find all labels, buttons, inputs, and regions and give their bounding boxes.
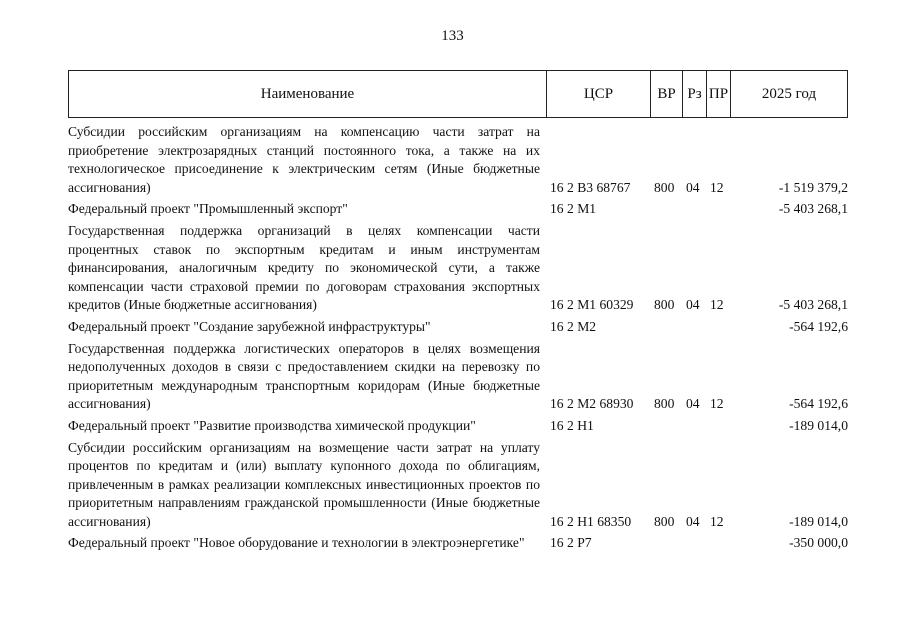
row-name: Федеральный проект "Создание зарубежной инфраструктуры" [68, 318, 431, 334]
row-rz: 04 [686, 297, 700, 313]
row-csr: 16 2 М2 68930 [550, 396, 634, 412]
table-row [68, 222, 848, 315]
table-row [68, 534, 848, 553]
row-amount: -350 000,0 [789, 535, 848, 551]
row-vr: 800 [654, 297, 675, 313]
row-name: Государственная поддержка логистических операторов в целях возмещения недополученных доходов в связи с предоставлением скидки на перевозку по приоритетным международным транспортным коридорам (Иные бюджетные ассигнования) [68, 340, 540, 412]
page-number: 133 [441, 28, 464, 44]
table-row [68, 417, 848, 436]
row-pr: 12 [710, 396, 724, 412]
row-pr: 12 [710, 179, 724, 195]
header-rz: Рз [683, 71, 707, 117]
row-amount: -1 519 379,2 [778, 179, 848, 195]
row-csr: 16 2 М1 60329 [550, 297, 634, 313]
table-body [68, 123, 848, 556]
row-amount: -564 192,6 [789, 318, 848, 334]
row-pr: 12 [710, 513, 724, 529]
table-row [68, 439, 848, 532]
table-header [68, 70, 848, 118]
row-amount: -189 014,0 [789, 513, 848, 529]
table-row [68, 318, 848, 337]
header-pr: ПР [707, 71, 731, 117]
row-csr: 16 2 Р7 [550, 535, 592, 551]
row-rz: 04 [686, 179, 700, 195]
table-row [68, 200, 848, 219]
row-amount: -5 403 268,1 [778, 297, 848, 313]
header-csr: ЦСР [547, 71, 651, 117]
row-pr: 12 [710, 297, 724, 313]
row-vr: 800 [654, 179, 675, 195]
row-name: Федеральный проект "Развитие производства химической продукции" [68, 417, 476, 433]
row-amount: -189 014,0 [789, 417, 848, 433]
header-vr: ВР [651, 71, 683, 117]
row-name: Федеральный проект "Промышленный экспорт" [68, 201, 348, 217]
row-amount: -564 192,6 [789, 396, 848, 412]
row-name: Субсидии российским организациям на компенсацию части затрат на приобретение электрозарядных станций постоянного тока, а также на их технологическое присоединение к электрическим сетям (Иные бюджетные ассигнования) [68, 124, 540, 195]
row-rz: 04 [686, 396, 700, 412]
table-row [68, 123, 848, 197]
header-name: Наименование [69, 71, 547, 117]
table-row [68, 340, 848, 414]
row-vr: 800 [654, 396, 675, 412]
row-amount: -5 403 268,1 [778, 201, 848, 217]
row-csr: 16 2 Н1 [550, 417, 594, 433]
row-csr: 16 2 В3 68767 [550, 179, 631, 195]
row-vr: 800 [654, 513, 675, 529]
row-csr: 16 2 М1 [550, 201, 597, 217]
row-name: Субсидии российским организациям на возмещение части затрат на уплату процентов по кредитам и (или) выплату купонного дохода по облигациям, привлеченным в рамках реализации комплексных инвестиционных проектов по приоритетным направлениям гражданской промышленности (Иные бюджетные ассигнования) [68, 439, 540, 529]
row-name: Государственная поддержка организаций в целях компенсации части процентных ставок по экспортным кредитам и иным инструментам финансирования, аналогичным кредиту по экономической сути, а также компенсации части страховой премии по договорам страхования экспортных кредитов (Иные бюджетные ассигнования) [68, 222, 540, 313]
row-name: Федеральный проект "Новое оборудование и технологии в электроэнергетике" [68, 535, 525, 551]
row-csr: 16 2 М2 [550, 318, 597, 334]
row-csr: 16 2 Н1 68350 [550, 513, 632, 529]
row-rz: 04 [686, 513, 700, 529]
header-year: 2025 год [761, 85, 817, 102]
